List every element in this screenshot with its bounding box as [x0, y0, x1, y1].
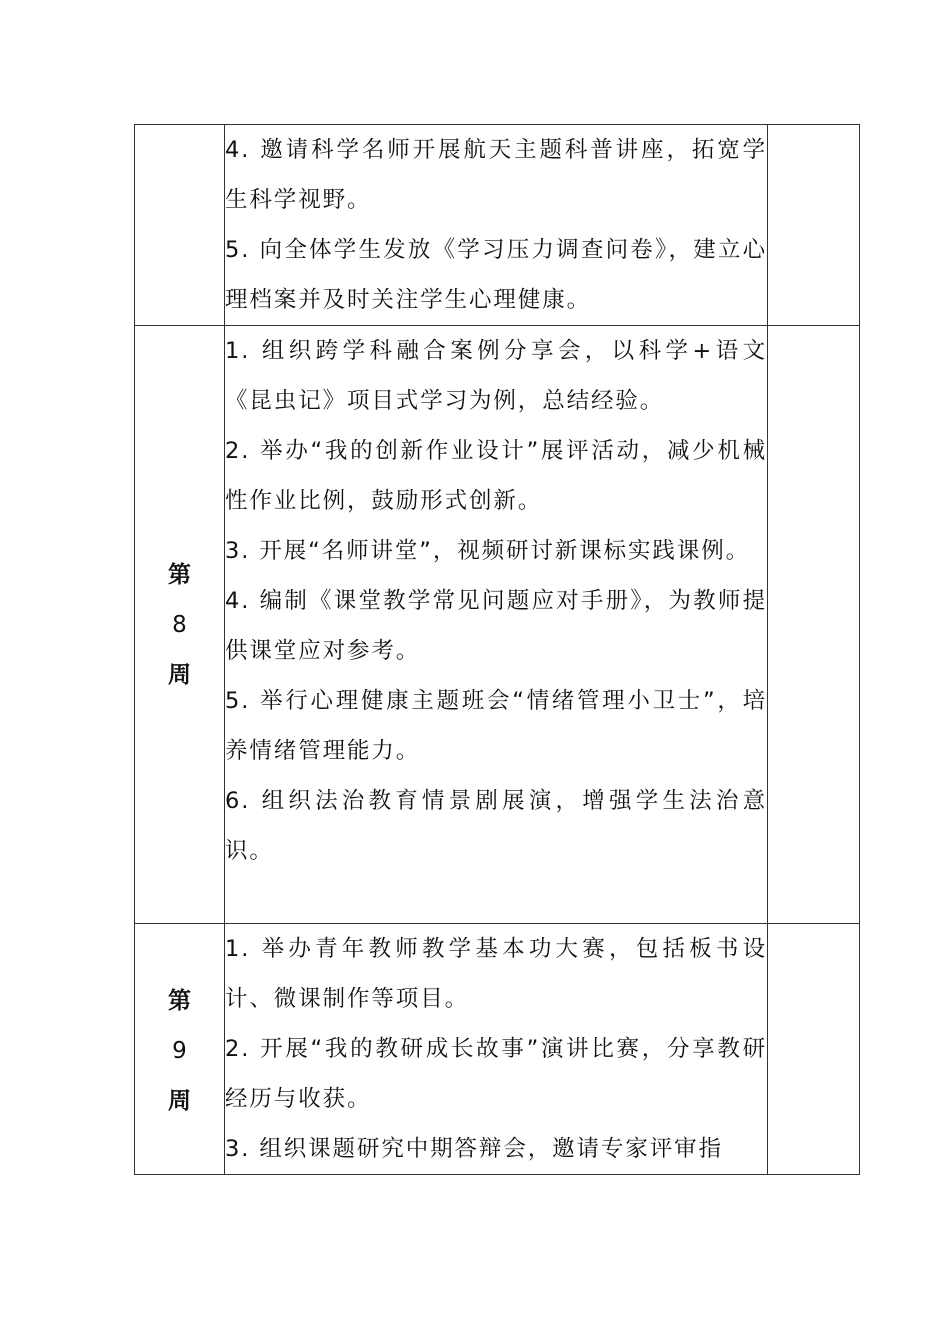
table-row-continued [135, 125, 860, 326]
week-label: 第 8 周 [168, 560, 191, 688]
remark-cell [768, 326, 860, 924]
remark-cell [768, 924, 860, 1175]
list-item: 2. 开展“我的教研成长故事”演讲比赛，分享教研经历与收获。 [225, 1036, 767, 1112]
content-cell [225, 125, 768, 326]
list-item: 6. 组织法治教育情景剧展演，增强学生法治意识。 [225, 788, 767, 864]
week-cell-empty [135, 125, 225, 326]
weekly-plan-table [134, 124, 860, 1175]
week-label: 第 9 周 [168, 986, 191, 1114]
list-item: 1. 举办青年教师教学基本功大赛，包括板书设计、微课制作等项目。 [225, 936, 767, 1012]
list-item: 3. 开展“名师讲堂”，视频研讨新课标实践课例。 [225, 538, 751, 564]
list-item: 5. 举行心理健康主题班会“情绪管理小卫士”，培养情绪管理能力。 [225, 688, 767, 764]
week-cell [135, 924, 225, 1175]
content-cell [225, 924, 768, 1175]
list-item: 4. 邀请科学名师开展航天主题科普讲座，拓宽学生科学视野。 [225, 137, 767, 213]
table-row-week-9 [135, 924, 860, 1175]
list-item: 1. 组织跨学科融合案例分享会，以科学+语文《昆虫记》项目式学习为例，总结经验。 [225, 338, 767, 414]
list-item: 3. 组织课题研究中期答辩会，邀请专家评审指 [225, 1136, 723, 1162]
list-item: 5. 向全体学生发放《学习压力调查问卷》，建立心理档案并及时关注学生心理健康。 [225, 237, 767, 313]
content-cell [225, 326, 768, 924]
week-cell [135, 326, 225, 924]
list-item: 4. 编制《课堂教学常见问题应对手册》，为教师提供课堂应对参考。 [225, 588, 767, 664]
table-row-week-8 [135, 326, 860, 924]
list-item: 2. 举办“我的创新作业设计”展评活动，减少机械性作业比例，鼓励形式创新。 [225, 438, 767, 514]
remark-cell [768, 125, 860, 326]
